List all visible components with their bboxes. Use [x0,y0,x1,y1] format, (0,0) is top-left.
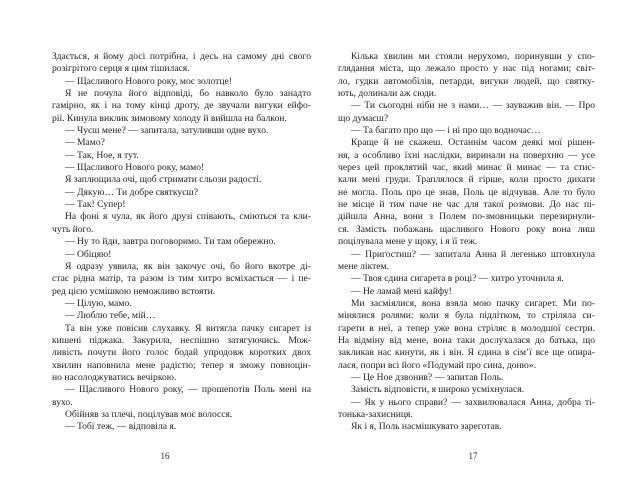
text-line: не місце й тим паче не час для такої розмови. До нас пі- [338,199,595,211]
text-line: Та він уже повісив слухавку. Я витягла пачку сигарет із [65,322,311,334]
text-line: — Щасливого Нового року, — прошепотів Поль мені на [65,384,311,396]
text-line: Краще й не скажеш. Останнім часом деякі мої рішен- [351,137,595,149]
text-line: Я одразу уявила, як він закочує очі, бо його вкотре ді- [65,260,311,272]
text-line: дійшла Анна, вони з Полем по-змовницьки перезирнули- [338,211,595,223]
text-line: тонька-захисниця. [338,408,413,420]
text-line: — Щасливого Нового року, мамо! [65,162,205,174]
text-line: ливість почути його голос бодай упродовж коротких двох [52,347,311,359]
text-line: ня, а особливо їхні наслідки, виринали на поверхню — усе [338,149,595,161]
text-line: ють, долинали аж сюди. [338,88,437,100]
text-line: лася, попри всі його «Подумай про сина, доню». [338,359,537,371]
text-line: Ми засміялися, вона взяла мою пачку сигарет. Ми по- [351,297,595,309]
text-line: — Обіцяю! [65,248,112,260]
text-line: — Тобі теж, — відповіла я. [65,421,177,433]
text-line: — Пригостиш? — запитала Анна й легенько штовхнула [351,248,595,260]
text-line: — Не ламай мені кайфу! [351,285,452,297]
text-line: Замість відповісти, я широко усміхнулася. [351,384,525,396]
page-number-left: 16 [160,451,170,461]
text-line: На відміну від мене, вона таки дослухалася до батька, що [338,334,595,346]
text-line: — Цілую, мамо. [65,297,132,309]
text-line: Я не почула його відповіді, бо навколо було занадто [65,88,311,100]
text-line: мене ліктем. [338,260,390,272]
text-line: На фоні я чула, як його друзі співають, сміються та кли- [65,211,311,223]
text-line: гамірно, як і на тому кінці дроту, де звучали вигуки ейфо- [52,100,311,112]
text-line: — Чуєш мене? — запитала, затуливши одне вухо. [65,125,269,137]
text-line: кишені піджака. Закурила, неспішно затягуючись. Мож- [52,334,311,346]
text-line: Здається, я йому досі потрібна, і десь на самому дні свого [52,51,311,62]
page-right-text [338,51,595,434]
text-line: ся. Замість побажань щасливого Нового року вона лиш [338,223,595,235]
text-line: Я заплющила очі, щоб стримати сльози радості. [65,174,262,186]
text-line: — Щасливого Нового року, моє золотце! [65,75,232,87]
text-line: розігрітого серця я цим тішилася. [52,63,190,75]
text-line: ред цією усмішкою неможливо встояти. [52,285,216,297]
text-line: ло, гудки автомобілів, петарди, вигуки людей, що святку- [338,75,595,87]
text-line: — Це Ное дзвонив? — запитав Поль. [351,371,504,383]
text-line: хвилин наповнила мене радістю; тепер я зможу повноцін- [52,359,311,371]
text-line: рії. Кинула виклик зимовому холоду й вийшла на балкон. [52,112,287,124]
text-line: — Твоя єдина сигарета в році? — хитро уточнила я. [351,273,564,285]
page-number-right: 17 [468,451,478,461]
text-line: гарети в неї, а тепер уже вона стріляє в молодшої сестри. [338,322,595,334]
text-line: поцілувала мене у щоку, і я її теж. [338,236,478,248]
text-line: Обійняв за плечі, поцілував моє волосся. [65,408,233,420]
text-line: кали мені груди. Траплялося й гірше, коли просто дихати [338,174,595,186]
text-line: чуть його. [52,223,94,235]
text-line: Кілька хвилин ми стояли нерухомо, поринувши у спо- [351,51,595,62]
text-line: через цей проклятий час, який минає й минає — та стис- [338,162,595,174]
page-left-text [52,51,311,434]
text-line: не могла. Поль про це знав, Поль це відчував. Але то було [338,186,595,198]
text-line: вухо. [52,396,73,408]
text-line: що думаєш? [338,112,389,124]
text-line: — Мамо? [65,137,105,149]
text-line: глядання міста, що лежало просто у нас під ногами; світ- [338,63,595,75]
text-line: — Та багато про що — і ні про що водночас… [351,125,541,137]
text-line: закликав нас кинути, як і він. Я єдина в сім’ї все ще опира- [338,347,595,359]
text-line: стає рідна матір, та разом із тим хитро всміхається — і пе- [52,273,311,285]
text-line: — Як у нього справи? — захвилювалася Анна, добра ті- [351,396,595,408]
text-line: — Люблю тебе, мій… [65,310,156,322]
text-line: — Ну то йди, завтра поговоримо. Ти там обережно. [65,236,276,248]
text-line: — Так! Супер! [65,199,126,211]
text-line: — Ти сьогодні ніби не з нами… — зауважив він. — Про [351,100,595,112]
text-line: — Так, Ное, я тут. [65,149,139,161]
text-line: но насолоджуватись вечіркою. [52,371,177,383]
text-line: Як і я, Поль насмішкувато зареготав. [351,421,502,433]
text-line: — Дякую… Ти добре святкуєш? [65,186,198,198]
text-line: мінялися ролями: коли я була підлітком, то стріляла си- [338,310,595,322]
